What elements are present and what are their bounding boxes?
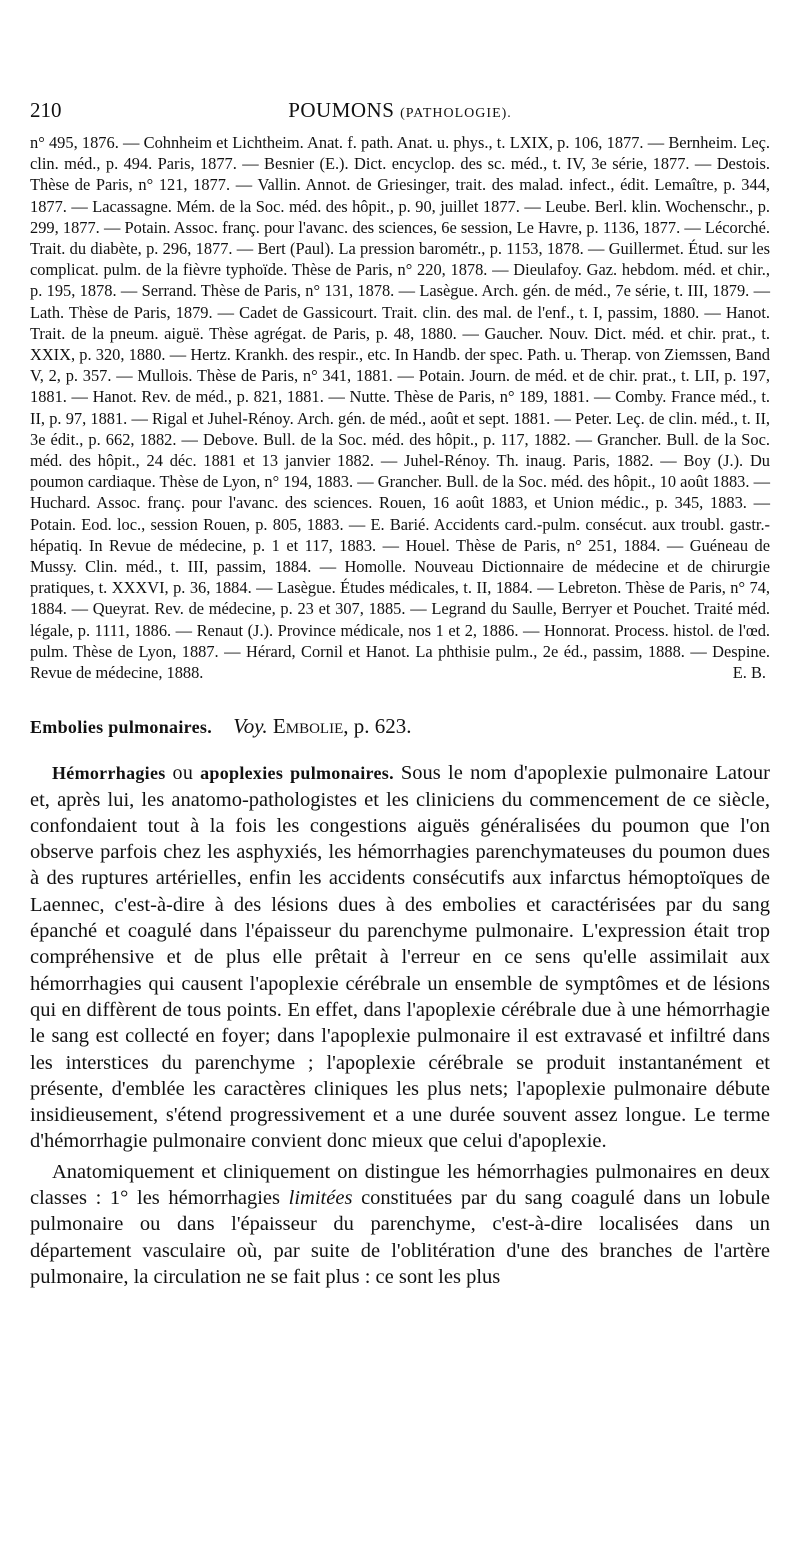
embolies-title: Embolies pulmonaires. [30,717,212,738]
author-signature: E. B. [732,663,766,683]
page [30,98,770,1290]
paragraph-apoplexie [30,760,770,1154]
page-number: 210 [30,98,62,122]
section-heading-part1: Hémorrhagies [52,763,166,784]
paragraph1-text: Sous le nom d'apoplexie pulmonaire Latour et, après lui, les anatomo-pathologistes et les cliniciens du commencement de ce siècle, confondaient tout à la fois les congestions aiguës généralisées du poumon que l'on observe parfois chez les asphyxiés, les hémorrhagies parenchymateuses du poumon dues à des ruptures artérielles, enfin les accidents consécutifs aux infarctus hémoptoïques de Laennec, c'est-à-dire à des lésions dues à des embolies et caractérisées par du sang épanché et coagulé dans l'épaisseur du parenchyme pulmonaire. L'expression était trop compréhensive et de plus elle prêtait à l'erreur en ce sens qu'elle assimilait aux hémorrhagies qui causent l'apoplexie cérébrale un ensemble de symptômes et de lésions qui en diffèrent de tous points. En effet, dans l'apoplexie cérébrale due à une hémorrhagie le sang est collecté en foyer; dans l'apoplexie pulmonaire il est extravasé et infiltré dans les interstices du parenchyme ; l'apoplexie cérébrale se produit instantanément et présente, d'emblée les caractères cliniques les plus nets; l'apoplexie pulmonaire débute insidieusement, s'étend progressivement et a une durée souvent assez longue. Le terme d'hémorrhagie pulmonaire convient donc mieux que celui d'apoplexie. [30,762,770,1153]
embolies-ref-word: Embolie [272,714,344,739]
bibliography-block: n° 495, 1876. — Cohnheim et Lichtheim. Anat. f. path. Anat. u. phys., t. LXIX, p. 106, 1877. — Bernheim. Leç. clin. méd., p. 494. Paris, 1877. — Besnier (E.). Dict. encyclop. des sc. méd., t. IV, 3e série, 1877. — Destois. Thèse de Paris, n° 121, 1877. — Vallin. Annot. de Griesinger, trait. des malad. infect., édit. Lemaître, p. 344, 1877. — Lacassagne. Mém. de la Soc. méd. des hôpit., p. 90, juillet 1877. — Leube. Berl. klin. Wochenschr., p. 299, 1877. — Potain. Assoc. franç. pour l'avanc. des sciences, 6e session, Le Havre, p. 1136, 1877. — Lécorché. Trait. du diabète, p. 296, 1877. — Bert (Paul). La pression barométr., p. 1153, 1878. — Guillermet. Étud. sur les complicat. pulm. de la fièvre typhoïde. Thèse de Paris, n° 220, 1878. — Dieulafoy. Gaz. hebdom. méd. et chir., p. 195, 1878. — Serrand. Thèse de Paris, n° 131, 1878. — Lasègue. Arch. gén. de méd., 7e série, t. III, 1879. — Lath. Thèse de Paris, 1879. — Cadet de Gassicourt. Trait. clin. des mal. de l'enf., t. I, passim, 1880. — Hanot. Trait. de la pneum. aiguë. Thèse agrégat. de Paris, p. 48, 1880. — Gaucher. Nouv. Dict. méd. et chir. prat., t. XXIX, p. 320, 1880. — Hertz. Krankh. des respir., etc. In Handb. der spec. Path. u. Therap. von Ziemssen, Band V, 2, p. 357. — Mullois. Thèse de Paris, n° 341, 1881. — Potain. Journ. de méd. et de chir. prat., t. LII, p. 197, 1881. — Hanot. Rev. de méd., p. 821, 1881. — Nutte. Thèse de Paris, n° 189, 1881. — Comby. France méd., t. II, p. 97, 1881. — Rigal et Juhel-Rénoy. Arch. gén. de méd., août et sept. 1881. — Peter. Leç. de clin. méd., t. II, 3e édit., p. 662, 1882. — Debove. Bull. de la Soc. méd. des hôpit., p. 117, 1882. — Grancher. Bull. de la Soc. méd. des hôpit., 24 déc. 1881 et 13 janvier 1882. — Juhel-Rénoy. Th. inaug. Paris, 1882. — Boy (J.). Du poumon cardiaque. Thèse de Lyon, n° 194, 1883. — Grancher. Bull. de la Soc. méd. des hôpit., 10 août 1883. — Huchard. Assoc. franç. pour l'avanc. des sciences. Rouen, 16 août 1883, et Union médic., p. 345, 1883. — Potain. Eod. loc., session Rouen, p. 805, 1883. — E. Barié. Accidents card.-pulm. consécut. aux troubl. gastr.-hépatiq. In Revue de médecine, p. 1 et 117, 1883. — Houel. Thèse de Paris, n° 251, 1884. — Guéneau de Mussy. Clin. méd., t. III, passim, 1884. — Homolle. Nouveau Dictionnaire de médecine et de chirurgie pratiques, t. XXXVI, p. 36, 1884. — Lasègue. Études médicales, t. II, 1884. — Lebreton. Thèse de Paris, n° 74, 1884. — Queyrat. Rev. de médecine, p. 23 et 307, 1885. — Legrand du Saulle, Berryer et Pouchet. Traité méd. légale, p. 1111, 1886. — Renaut (J.). Province médicale, nos 1 et 2, 1886. — Honnorat. Process. histol. de l'œd. pulm. Thèse de Lyon, 1887. — Hérard, Cornil et Hanot. La phthisie pulm., 2e éd., passim, 1888. — Despine. Revue de médecine, 1888. [30,133,770,683]
embolies-ref-page: , p. 623. [343,714,412,739]
section-heading-ou: ou [172,762,194,785]
page-header [30,98,770,132]
embolies-voy: Voy. [233,714,268,739]
paragraph2-text-a: Anatomiquement et cliniquement on distingue les hémorrhagies pulmonaires en deux classes : 1° les hémorrhagies [30,1160,770,1210]
running-head-title: POUMONS [288,98,395,122]
paragraph2-text-b: constituées par du sang coagulé dans un lobule pulmonaire ou dans l'épaisseur du parenchyme, c'est-à-dire localisées dans un département vasculaire où, par suite de l'oblitération d'une des branches de l'artère pulmonaire, la circulation ne se fait plus : ce sont les plus [30,1187,771,1288]
paragraph2-emphasis: limitées [288,1187,353,1210]
running-head [30,98,770,123]
embolies-entry [30,713,770,740]
paragraph-classification [30,1159,770,1290]
running-head-subtitle: (PATHOLOGIE). [400,106,512,121]
section-heading-part2: apoplexies pulmonaires. [200,763,394,784]
section-heading [52,763,401,783]
